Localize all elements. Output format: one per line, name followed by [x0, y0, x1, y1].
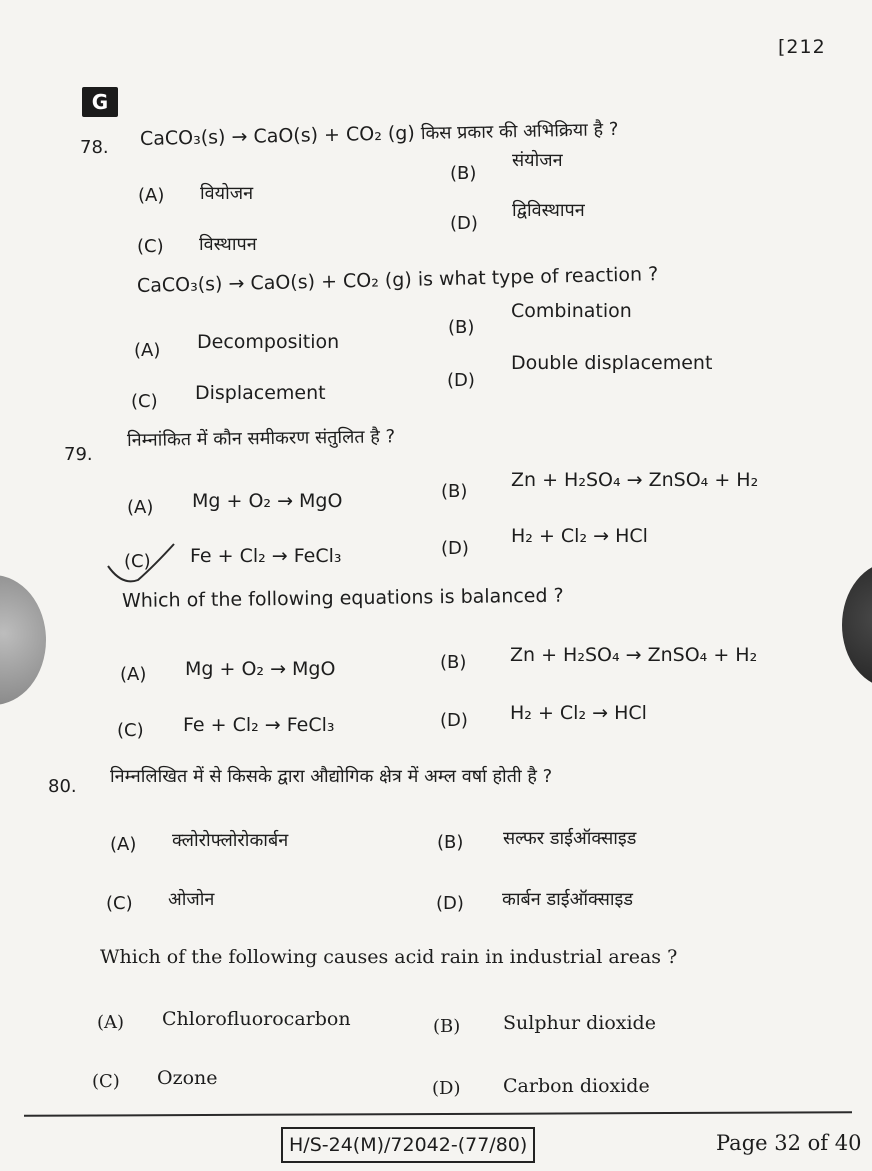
paper-code: H/S-24(M)/72042-(77/80) — [281, 1127, 535, 1163]
q80-hi-opt-d: कार्बन डाईऑक्साइड — [502, 889, 634, 910]
q79-number: 79. — [64, 444, 93, 465]
q80-en-opt-c-label: (C) — [92, 1071, 120, 1092]
q79-en-opt-d-label: (D) — [440, 710, 468, 731]
q80-hi-opt-c-label: (C) — [106, 893, 133, 914]
corner-page-number: [212 — [778, 36, 826, 58]
q78-en-opt-b-label: (B) — [448, 317, 475, 338]
q80-hi-opt-a-label: (A) — [110, 834, 137, 855]
set-code-badge: G — [82, 87, 118, 117]
q80-hi-opt-c: ओजोन — [168, 889, 215, 910]
q79-english-question: Which of the following equations is balanced ? — [121, 584, 564, 612]
q80-en-opt-b: Sulphur dioxide — [503, 1012, 656, 1034]
q78-number: 78. — [80, 137, 109, 158]
q80-hi-opt-b: सल्फर डाईऑक्साइड — [503, 828, 637, 849]
q80-en-opt-d: Carbon dioxide — [503, 1075, 650, 1097]
q79-en-opt-c-label: (C) — [117, 720, 144, 741]
q79-en-opt-c: Fe + Cl₂ → FeCl₃ — [183, 714, 335, 736]
q80-english-question: Which of the following causes acid rain in industrial areas ? — [100, 946, 678, 968]
q80-hi-opt-d-label: (D) — [436, 893, 464, 914]
q79-hindi-question: निम्नांकित में कौन समीकरण संतुलित है ? — [126, 426, 396, 451]
q80-en-opt-d-label: (D) — [432, 1078, 461, 1099]
q78-hi-opt-a: वियोजन — [200, 183, 254, 204]
q79-hi-opt-a-label: (A) — [127, 497, 154, 518]
q79-en-opt-d: H₂ + Cl₂ → HCl — [510, 702, 647, 724]
q79-hi-opt-a: Mg + O₂ → MgO — [192, 490, 343, 512]
q78-english-question — [137, 263, 659, 297]
q79-en-opt-b-label: (B) — [440, 652, 467, 673]
q79-hi-opt-d: H₂ + Cl₂ → HCl — [511, 525, 648, 547]
q79-en-opt-b: Zn + H₂SO₄ → ZnSO₄ + H₂ — [510, 644, 758, 666]
q79-hi-opt-b-label: (B) — [441, 481, 468, 502]
q78-en-opt-b: Combination — [511, 300, 632, 322]
q80-hi-opt-b-label: (B) — [437, 832, 464, 853]
q80-hindi-question: निम्नलिखित में से किसके द्वारा औद्योगिक क्षेत्र में अम्ल वर्षा होती है ? — [110, 766, 553, 787]
q78-en-opt-d-label: (D) — [447, 370, 475, 391]
q78-en-opt-c: Displacement — [195, 382, 326, 404]
q80-en-opt-a: Chlorofluorocarbon — [162, 1008, 351, 1030]
q78-hindi-question-text: किस प्रकार की अभिक्रिया है ? — [420, 118, 619, 145]
q78-hi-opt-b: संयोजन — [512, 150, 563, 171]
q78-hi-opt-b-label: (B) — [450, 163, 477, 184]
q79-hi-opt-d-label: (D) — [441, 538, 469, 559]
page-number: Page 32 of 40 — [716, 1131, 862, 1155]
q79-en-opt-a: Mg + O₂ → MgO — [185, 658, 336, 680]
q78-hindi-question — [140, 117, 619, 151]
q78-english-question-text: is what type of reaction ? — [417, 263, 659, 291]
q78-hi-opt-c-label: (C) — [137, 236, 164, 257]
q80-number: 80. — [48, 776, 77, 797]
punch-hole-right — [842, 562, 872, 688]
q79-hi-opt-c: Fe + Cl₂ → FeCl₃ — [190, 545, 342, 567]
q78-hi-opt-d: द्विविस्थापन — [512, 200, 585, 221]
q78-hi-opt-c: विस्थापन — [199, 234, 257, 255]
q79-hi-opt-c-label: (C) — [124, 551, 151, 572]
q78-hi-opt-a-label: (A) — [138, 185, 165, 206]
q80-en-opt-a-label: (A) — [97, 1012, 125, 1033]
punch-hole-left — [0, 575, 46, 705]
q80-hi-opt-a: क्लोरोफ्लोरोकार्बन — [172, 830, 289, 851]
q78-en-opt-d: Double displacement — [511, 352, 713, 374]
footer-rule — [24, 1111, 852, 1117]
q80-en-opt-b-label: (B) — [433, 1016, 461, 1037]
handwritten-check-icon — [104, 536, 188, 588]
q78-equation-en: CaCO₃(s) → CaO(s) + CO₂ (g) — [136, 268, 413, 297]
q79-en-opt-a-label: (A) — [120, 664, 147, 685]
q78-equation: CaCO₃(s) → CaO(s) + CO₂ (g) — [139, 122, 415, 150]
q78-en-opt-a: Decomposition — [197, 331, 340, 353]
q79-hi-opt-b: Zn + H₂SO₄ → ZnSO₄ + H₂ — [511, 469, 759, 491]
q80-en-opt-c: Ozone — [157, 1067, 218, 1089]
q78-en-opt-a-label: (A) — [134, 340, 161, 361]
q78-en-opt-c-label: (C) — [131, 391, 158, 412]
q78-hi-opt-d-label: (D) — [450, 213, 478, 234]
